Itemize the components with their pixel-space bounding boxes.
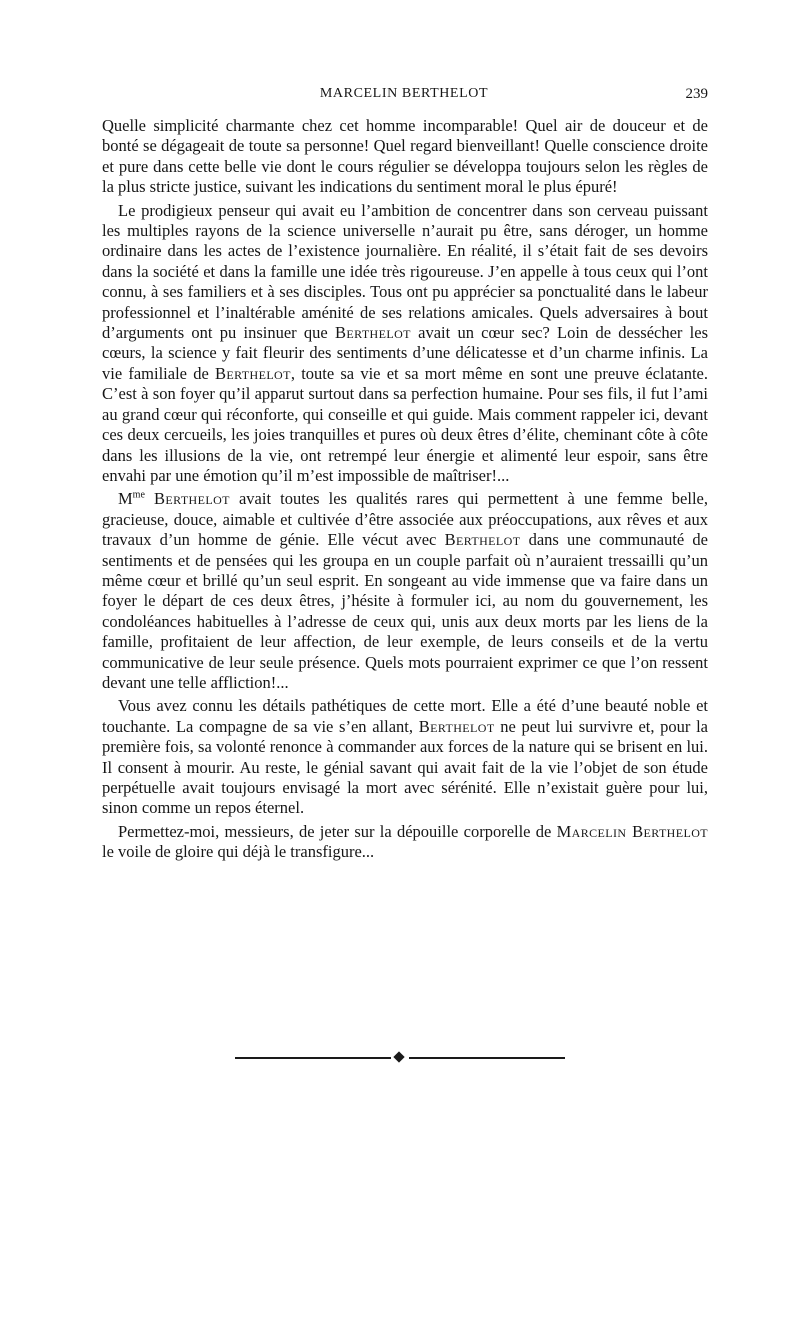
name-marcelin-berthelot: Marcelin Berthelot	[556, 821, 709, 841]
name-berthelot: Berthelot	[444, 530, 521, 550]
paragraph-3	[102, 489, 708, 693]
running-title: MARCELIN BERTHELOT	[319, 86, 489, 101]
paragraph-5	[102, 822, 708, 863]
paragraph-5-text-b: le voile de gloire qui déjà le transfigure...	[102, 842, 375, 862]
name-berthelot: Berthelot	[418, 716, 495, 736]
paragraph-2	[102, 201, 708, 487]
name-berthelot: Berthelot	[335, 323, 411, 343]
title-madame-superscript: me	[132, 489, 145, 501]
paragraph-2-text-c: , toute sa vie et sa mort même en sont une preuve éclatante. C’est à son foyer qu’il apparut surtout dans sa perfection humaine. Pour ses fils, il fut l’ami au grand cœur qui réconforte, qui conseille et qui guide. Mais comment rappeler ici, devant ces deux cercueils, les joies tranquilles et pures où deux êtres d’élite, cheminant côte à côte dans les illusions de la vie, ont retrempé leur énergie et alimenté leur espoir, sans être envahi par une émotion qu’il m’est impossible de maîtriser!...	[102, 363, 708, 485]
paragraph-2-text-b: avait un cœur sec? Loin de dessécher les cœurs, la science y fait fleurir des sentiments d’une délicatesse et d’un charme infinis. La vie familiale de	[102, 323, 709, 383]
page-header	[100, 86, 708, 108]
paragraph-5-text-a: Permettez-moi, messieurs, de jeter sur la dépouille corporelle de	[118, 821, 557, 841]
title-madame	[118, 489, 145, 508]
ornament-diamond-icon	[393, 1051, 404, 1062]
paragraph-4	[102, 696, 708, 818]
body-text	[102, 116, 708, 866]
ornament-rule-left	[235, 1057, 391, 1059]
title-madame-letter: M	[118, 489, 133, 509]
paragraph-3-text-b: dans une communauté de sentiments et de pensées qui les groupa en un couple parfait où n’auraient tressailli qu’un même cœur et brillé qu’un seul esprit. En songeant au vide immense que va faire dans un foyer le départ de ces deux êtres, j’hésite à formuler ici, au nom du gouvernement, les condoléances habituelles à l’adresse de ceux qui, unis aux deux morts par les liens de la famille, profitaient de leur affection, de leur exemple, de leurs conseils et de la vertu communicative de leur seule présence. Quels mots pourraient exprimer ce que l’on ressent devant une telle affliction!...	[102, 530, 708, 692]
name-berthelot: Berthelot	[214, 363, 291, 383]
ornament-rule-right	[409, 1057, 565, 1059]
paragraph-3-text-a: avait toutes les qualités rares qui permettent à une femme belle, gracieuse, douce, aimable et cultivée d’être associée aux préoccupations, aux rêves et aux travaux d’un homme de génie. Elle vécut avec	[102, 489, 708, 550]
page-number: 239	[685, 86, 708, 102]
paragraph-4-text-a: Vous avez connu les détails pathétiques de cette mort. Elle a été d’une beauté noble et touchante. La compagne de sa vie s’en allant,	[102, 696, 708, 736]
name-berthelot: Berthelot	[154, 489, 230, 509]
paragraph-4-text-b: ne peut lui survivre et, pour la première fois, sa volonté renonce à commander aux forces de la nature qui se brisent en lui. Il consent à mourir. Au reste, le génial savant qui avait fait de la vie l’objet de son étude perpétuelle avait toujours envisagé la mort avec sérénité. Elle n’existait guère pour lui, sinon comme un repos éternel.	[102, 716, 708, 818]
paragraph-2-text-a: Le prodigieux penseur qui avait eu l’ambition de concentrer dans son cerveau puissant les multiples rayons de la science universelle n’aurait pu être, sans déroger, un homme ordinaire dans les actes de l’existence journalière. En réalité, il s’était fait de ses devoirs dans la société et dans la famille une idée très rigoureuse. J’en appelle à tous ceux qui l’ont connu, à ses familiers et à ses disciples. Tous ont pu apprécier sa ponctualité dans le labeur professionnel et l’inaltérable aménité de ses relations amicales. Quels adversaires à bout d’arguments ont pu insinuer que	[102, 200, 708, 343]
end-ornament	[235, 1052, 565, 1064]
paragraph-1: Quelle simplicité charmante chez cet homme incomparable! Quel air de douceur et de bonté se dégageait de toute sa personne! Quel regard bienveillant! Quelle conscience droite et pure dans cette belle vie dont le cours régulier se développa toujours selon les règles de la plus stricte justice, suivant les indications du sentiment moral le plus épuré!	[102, 116, 708, 197]
